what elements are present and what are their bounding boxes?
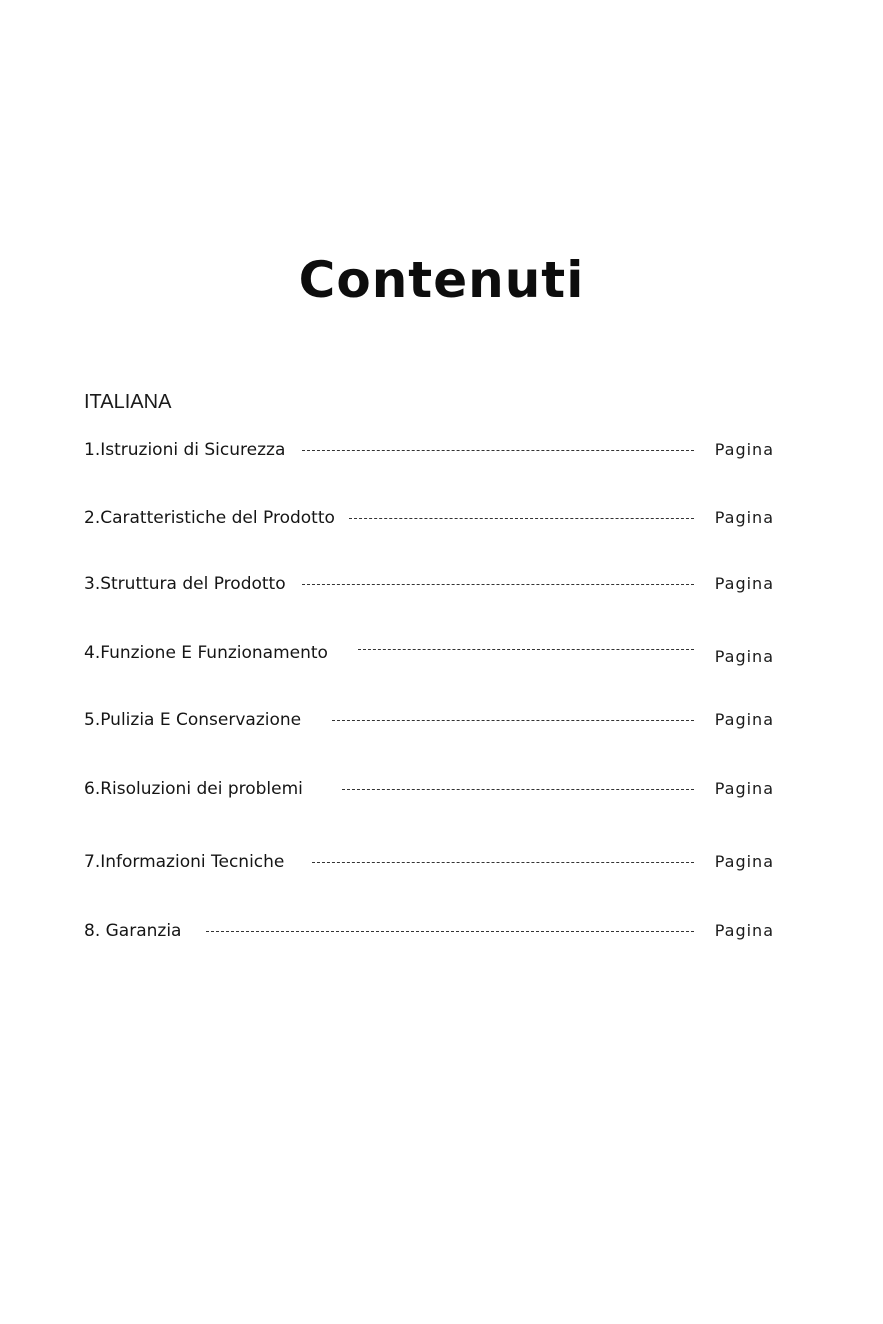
toc-entry-page: Pagina — [714, 440, 774, 459]
toc-entry-label: 3.Struttura del Prodotto — [84, 574, 286, 594]
toc-entry-page: Pagina — [714, 852, 774, 871]
dotted-leader — [312, 862, 694, 863]
dotted-leader — [332, 720, 694, 721]
toc-entry-safety[interactable] — [84, 437, 774, 463]
page-title: Contenuti — [298, 251, 585, 309]
toc-entry-label: 1.Istruzioni di Sicurezza — [84, 440, 286, 460]
section-heading: ITALIANA — [84, 391, 172, 413]
toc-entry-structure[interactable] — [84, 571, 774, 597]
toc-entry-features[interactable] — [84, 505, 774, 531]
toc-entry-page: Pagina — [714, 647, 774, 666]
toc-entry-label: 5.Pulizia E Conservazione — [84, 710, 302, 730]
dotted-leader — [206, 931, 694, 932]
toc-entry-page: Pagina — [714, 574, 774, 593]
toc-entry-label: 7.Informazioni Tecniche — [84, 852, 285, 872]
dotted-leader — [358, 649, 694, 650]
toc-entry-cleaning[interactable] — [84, 707, 774, 733]
toc-entry-technical-info[interactable] — [84, 849, 774, 875]
toc-entry-label: 4.Funzione E Funzionamento — [84, 643, 328, 663]
toc-entry-label: 6.Risoluzioni dei problemi — [84, 779, 303, 799]
toc-entry-label: 8. Garanzia — [84, 921, 182, 941]
toc-entry-troubleshooting[interactable] — [84, 776, 774, 802]
toc-entry-page: Pagina — [714, 710, 774, 729]
dotted-leader — [302, 450, 694, 451]
toc-entry-warranty[interactable] — [84, 918, 774, 944]
toc-entry-function[interactable] — [84, 640, 774, 666]
dotted-leader — [342, 789, 694, 790]
dotted-leader — [302, 584, 694, 585]
toc-entry-page: Pagina — [714, 508, 774, 527]
toc-entry-page: Pagina — [714, 921, 774, 940]
dotted-leader — [349, 518, 694, 519]
toc-entry-page: Pagina — [714, 779, 774, 798]
toc-entry-label: 2.Caratteristiche del Prodotto — [84, 508, 335, 528]
